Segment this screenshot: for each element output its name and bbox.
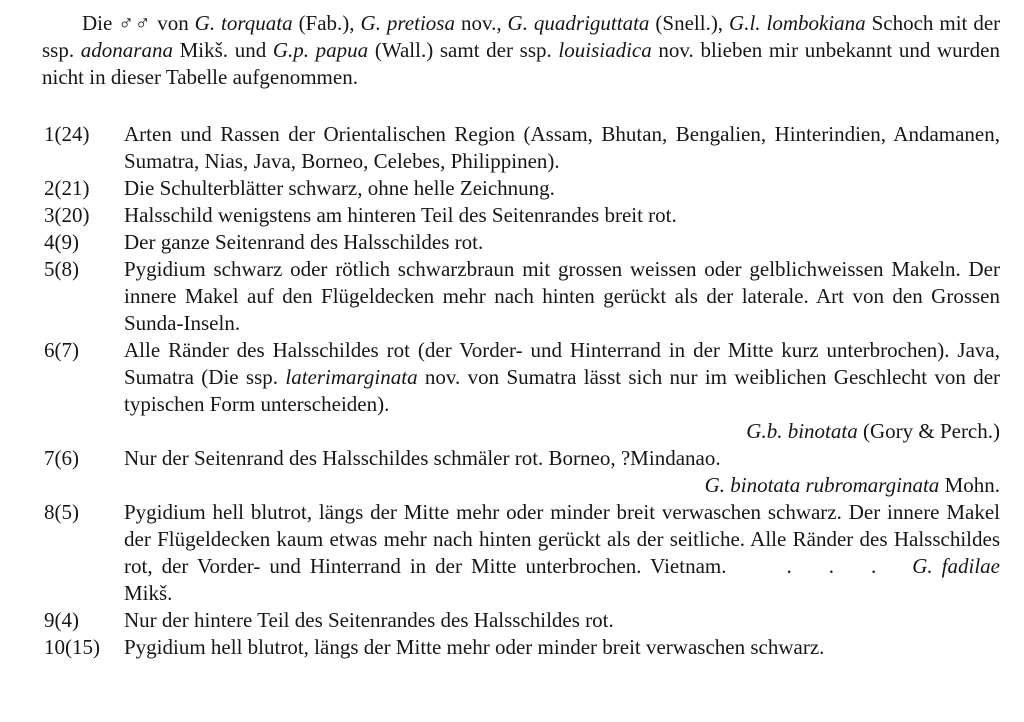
key-text: Nur der Seitenrand des Halsschildes schmäler rot. Borneo, ?Mindanao.	[124, 446, 721, 470]
leader-dots: . . .	[786, 554, 891, 578]
key-text: Pygidium schwarz oder rötlich schwarzbraun mit grossen weissen oder gelblichweissen Makeln. Der innere Makel auf den Flügeldecken mehr nach hinten gerückt als der laterale. Art von den Grossen Sunda-Inseln.	[124, 257, 1000, 335]
key-entry	[0, 337, 1024, 445]
key-number: 8(5)	[44, 500, 79, 524]
key-number: 1(24)	[44, 122, 90, 146]
species-name: G. pretiosa	[360, 11, 455, 35]
key-number: 3(20)	[44, 203, 90, 227]
key-entry	[0, 229, 1024, 256]
key-number: 7(6)	[44, 446, 79, 470]
intro-text: Mikš. und	[179, 38, 267, 62]
key-text	[124, 499, 1000, 607]
taxon-name: G.b. binotata	[746, 419, 858, 443]
identification-key	[0, 121, 1024, 661]
species-name: G.p. papua	[272, 38, 369, 62]
key-text: Die Schulterblätter schwarz, ohne helle Zeichnung.	[124, 176, 555, 200]
intro-text: nov. blieben mir unbekannt und wurden nicht in dieser Tabelle aufgenommen.	[42, 38, 1000, 89]
intro-text: (Fab.),	[298, 11, 355, 35]
taxon-name: G. binotata rubromarginata	[704, 473, 940, 497]
subspecies-name: laterimarginata	[285, 365, 418, 389]
intro-paragraph	[42, 10, 1000, 91]
taxon-author: (Gory & Perch.)	[862, 419, 1000, 443]
key-number: 4(9)	[44, 230, 79, 254]
key-text: Der ganze Seitenrand des Halsschildes rot.	[124, 230, 484, 254]
key-text-part: nov. von Sumatra lässt sich nur im weiblichen Geschlecht von der typischen Form unterscheiden).	[124, 365, 1001, 416]
key-entry	[0, 634, 1024, 661]
key-entry	[0, 499, 1024, 607]
key-entry	[0, 256, 1024, 337]
intro-text: von	[157, 11, 189, 35]
male-symbols: ♂♂	[118, 11, 152, 35]
key-number: 2(21)	[44, 176, 90, 200]
intro-text: (Wall.) samt der ssp.	[374, 38, 552, 62]
species-name: G.l. lombokiana	[729, 11, 866, 35]
species-name: G. torquata	[194, 11, 293, 35]
intro-text: Schoch mit der ssp.	[42, 11, 1001, 62]
key-entry	[0, 121, 1024, 175]
species-name: louisiadica	[558, 38, 652, 62]
intro-text: nov.,	[460, 11, 502, 35]
key-number: 10(15)	[44, 635, 100, 659]
taxon-name: G. fadilae	[912, 554, 1000, 578]
key-number: 5(8)	[44, 257, 79, 281]
species-name: adonarana	[80, 38, 173, 62]
key-entry	[0, 175, 1024, 202]
key-text: Halsschild wenigstens am hinteren Teil des Seitenrandes breit rot.	[124, 203, 677, 227]
species-name: G. quadriguttata	[507, 11, 650, 35]
key-text: Arten und Rassen der Orientalischen Region (Assam, Bhutan, Bengalien, Hinterindien, Andamanen, Sumatra, Nias, Java, Borneo, Celebes, Philippinen).	[124, 122, 1000, 173]
intro-text: Die	[82, 11, 113, 35]
taxon-author: Mohn.	[944, 473, 1000, 497]
key-number: 9(4)	[44, 608, 79, 632]
key-text	[124, 337, 1000, 418]
key-entry	[0, 607, 1024, 634]
taxon-signature	[124, 472, 1000, 499]
key-entry	[0, 445, 1024, 499]
key-text-part: Alle Ränder des Halsschildes rot (der Vorder- und Hinterrand in der Mitte kurz unterbrochen). Java, Sumatra (Die ssp.	[124, 338, 1000, 389]
key-number: 6(7)	[44, 338, 79, 362]
key-text: Pygidium hell blutrot, längs der Mitte mehr oder minder breit verwaschen schwarz.	[124, 635, 825, 659]
taxon-signature	[124, 418, 1000, 445]
key-text: Nur der hintere Teil des Seitenrandes des Halsschildes rot.	[124, 608, 614, 632]
key-entry	[0, 202, 1024, 229]
intro-text: (Snell.),	[655, 11, 724, 35]
taxon-author: Mikš.	[124, 581, 173, 605]
key-text-part: Pygidium hell blutrot, längs der Mitte mehr oder minder breit verwaschen schwarz. Der innere Makel der Flügeldecken kaum etwas mehr nach hinten gerückt als der seitliche. Alle Ränder des Halsschildes rot, der Vorder- und Hinterrand in der Mitte unterbrochen. Vietnam.	[124, 500, 1000, 578]
